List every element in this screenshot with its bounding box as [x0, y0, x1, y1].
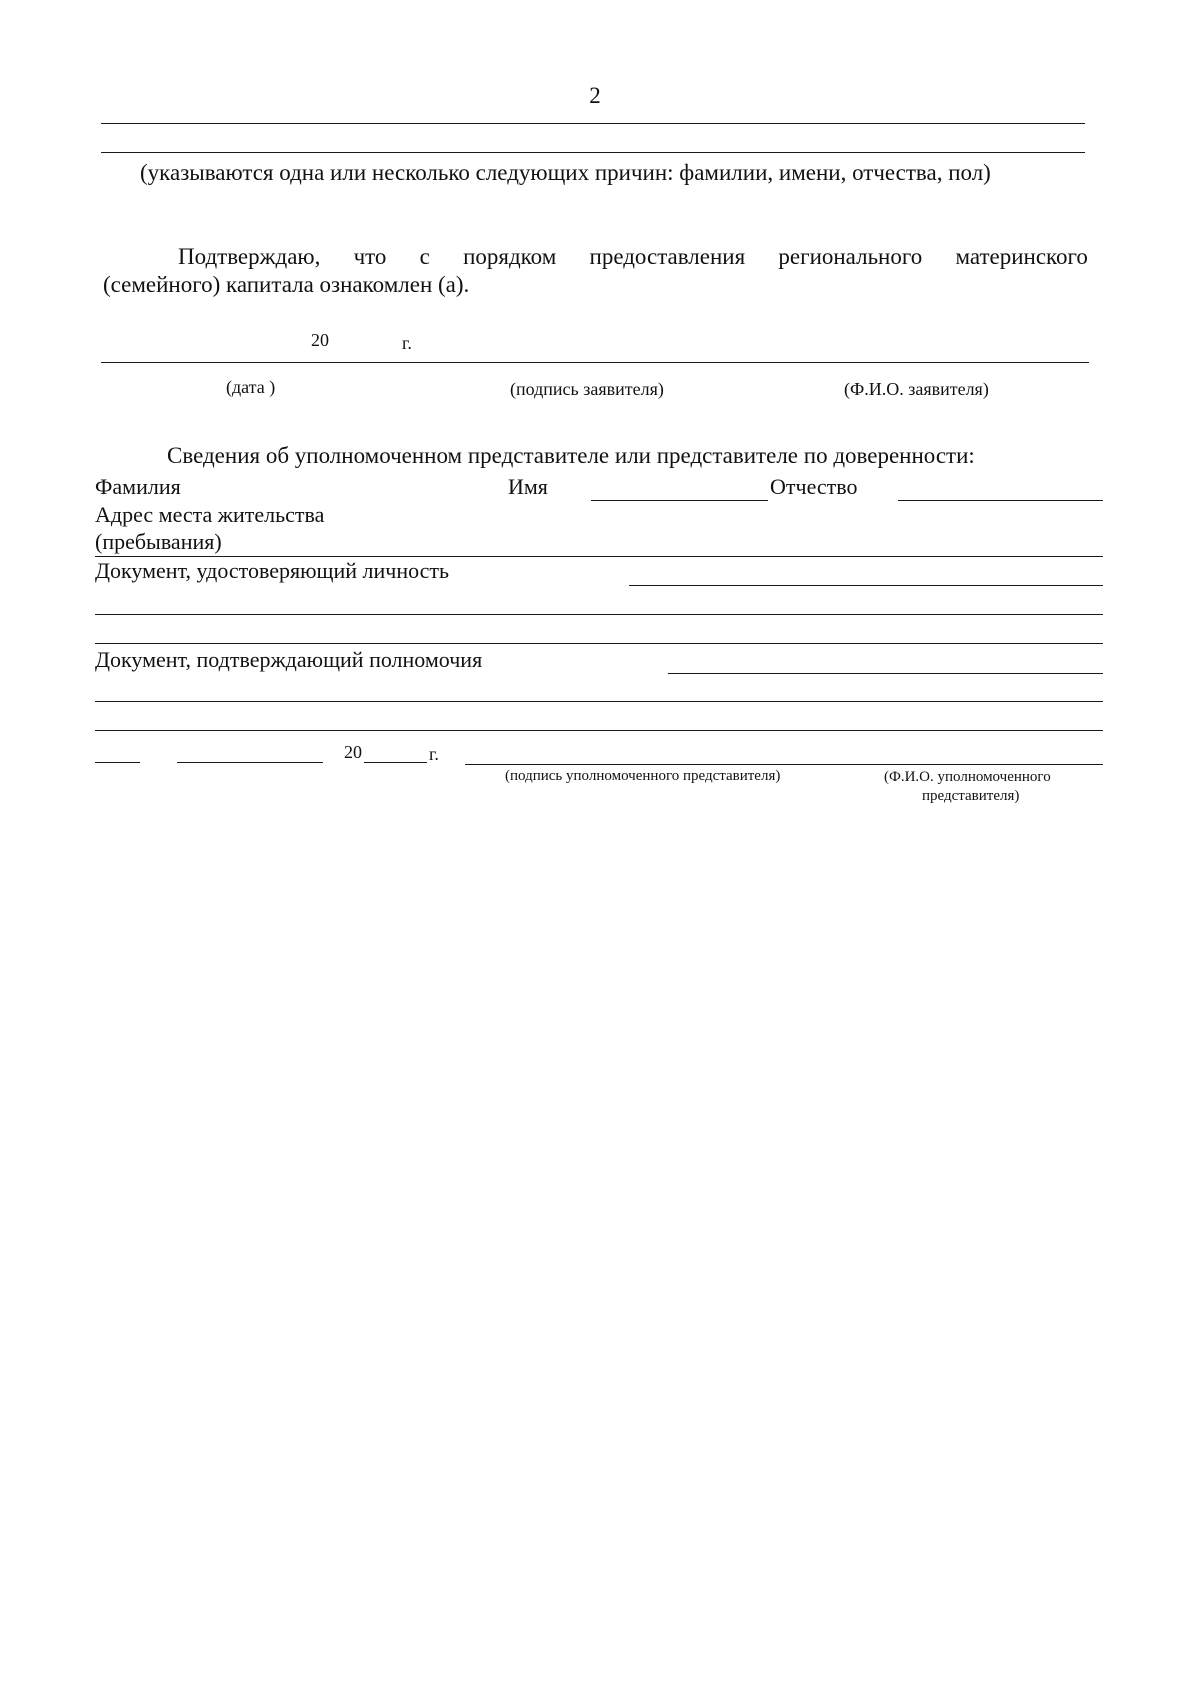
page-number: 2	[589, 83, 601, 108]
rep-year-prefix: 20	[344, 742, 362, 762]
blank-line-2	[101, 152, 1085, 153]
applicant-name-caption: (Ф.И.О. заявителя)	[844, 379, 989, 399]
rep-month-line	[177, 762, 323, 763]
patronymic-label: Отчество	[770, 474, 858, 499]
authority-document-label: Документ, подтверждающий полномочия	[95, 647, 483, 672]
rep-signature-caption: (подпись уполномоченного представителя)	[505, 768, 781, 784]
patronymic-field-line	[898, 500, 1103, 501]
rep-year-line	[364, 762, 427, 763]
rep-name-caption-1: (Ф.И.О. уполномоченного	[884, 769, 1051, 785]
confirmation-word: порядком	[463, 244, 557, 269]
confirmation-word: предоставления	[589, 244, 746, 269]
rep-day-line	[95, 762, 140, 763]
authority-document-blank-line-1	[95, 701, 1103, 702]
address-label-1: Адрес места жительства	[95, 502, 325, 527]
id-document-field-line	[629, 585, 1103, 586]
confirmation-word: с	[419, 244, 430, 269]
confirmation-line-1	[178, 245, 1088, 268]
address-label-2: (пребывания)	[95, 529, 222, 554]
id-document-blank-line-2	[95, 643, 1103, 644]
authority-document-blank-line-2	[95, 730, 1103, 731]
rep-signature-line	[465, 764, 1103, 765]
reasons-note: (указываются одна или несколько следующих причин: фамилии, имени, отчества, пол)	[140, 160, 991, 185]
confirmation-word: Подтверждаю,	[178, 244, 321, 269]
address-field-line	[95, 556, 1103, 557]
representative-heading: Сведения об уполномоченном представителе или представителе по доверенности:	[167, 443, 975, 468]
applicant-date-caption: (дата )	[226, 377, 276, 397]
id-document-label: Документ, удостоверяющий личность	[95, 558, 450, 583]
surname-label: Фамилия	[95, 474, 181, 499]
applicant-year-suffix: г.	[402, 333, 412, 353]
rep-year-suffix: г.	[429, 744, 439, 764]
applicant-signature-caption: (подпись заявителя)	[510, 379, 664, 399]
applicant-year-prefix: 20	[311, 330, 329, 350]
id-document-blank-line-1	[95, 614, 1103, 615]
authority-document-field-line	[668, 673, 1103, 674]
blank-line-1	[101, 123, 1085, 124]
confirmation-word: регионального	[778, 244, 923, 269]
applicant-signature-line	[101, 362, 1089, 363]
confirmation-word: что	[353, 244, 387, 269]
confirmation-line-2: (семейного) капитала ознакомлен (а).	[103, 272, 470, 297]
first-name-field-line	[591, 500, 768, 501]
first-name-label: Имя	[508, 474, 548, 499]
confirmation-word: материнского	[955, 244, 1088, 269]
rep-name-caption-2: представителя)	[922, 788, 1020, 804]
